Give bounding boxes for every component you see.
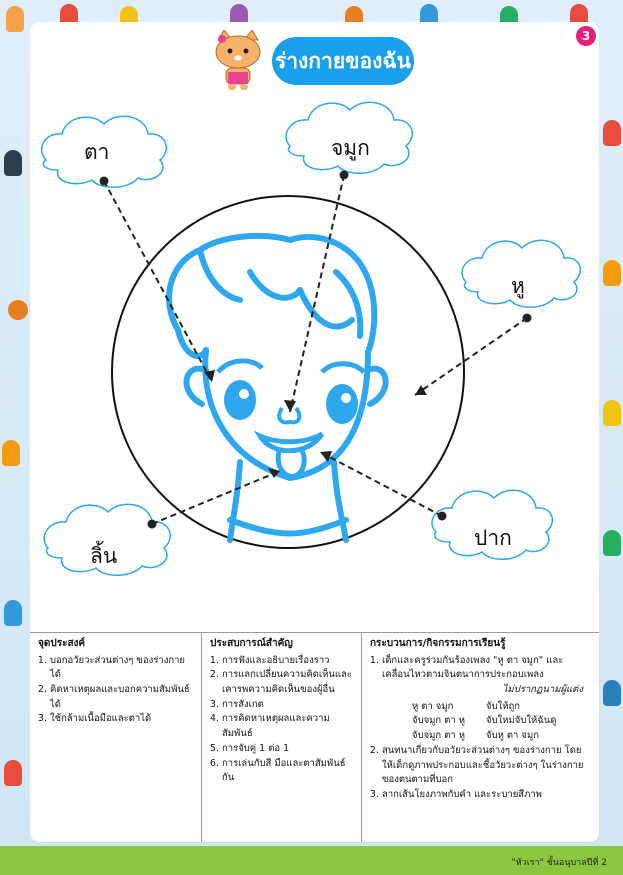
experience-item: 2. การแลกเปลี่ยนความคิดเห็นและเคารพความคิดเห็นของผู้อื่น (222, 668, 353, 697)
dot-eye (100, 177, 109, 186)
objective-item: 1. บอกอวัยวะส่วนต่างๆ ของร่างกายได้ (50, 654, 193, 683)
label-ear: หู (511, 274, 525, 298)
face-frame-circle (112, 196, 464, 548)
arrow-nose (284, 400, 296, 412)
dot-ear (523, 314, 532, 323)
label-tongue: ลิ้น (90, 544, 118, 568)
connector-eye (104, 181, 212, 382)
song-line: จับจมูก ตา หู จับใหม่จับให้ฉันดู (412, 715, 557, 727)
lesson-info-table (30, 632, 599, 842)
experience-item: 3. การสังเกต (222, 698, 353, 713)
experiences-heading: ประสบการณ์สำคัญ (210, 638, 293, 649)
arrow-ear (415, 385, 427, 395)
connector-ear (415, 318, 527, 395)
objective-item: 2. คิดหาเหตุผลและบอกความสัมพันธ์ได้ (50, 683, 193, 712)
footer-text: "หัวเรา" ชั้นอนุบาลปีที่ 2 (511, 858, 607, 868)
dot-nose (340, 171, 349, 180)
song-line: หู ตา จมูก จับให้ถูก (412, 700, 521, 712)
dot-mouth (438, 512, 447, 521)
activities-heading: กระบวนการ/กิจกรรมการเรียนรู้ (370, 638, 506, 649)
activity-item: 3. ลากเส้นโยงภาพกับคำ และระบายสีภาพ (382, 788, 591, 803)
connector-tongue (152, 471, 280, 524)
dot-tongue (148, 520, 157, 529)
experiences-column (202, 632, 362, 842)
page-title: ร่างกายของฉัน (272, 37, 414, 85)
experience-item: 5. การจับคู่ 1 ต่อ 1 (222, 742, 353, 757)
label-eye: ตา (84, 140, 110, 164)
song-lyrics (382, 700, 591, 744)
page-number-badge: 3 (576, 26, 596, 46)
objective-item: 3. ใช้กล้ามเนื้อมือและตาได้ (50, 712, 193, 727)
activities-column (362, 632, 599, 842)
label-mouth: ปาก (474, 526, 512, 550)
activity-item (382, 654, 591, 744)
mouth-icon (260, 434, 322, 451)
experience-item: 4. การคิดหาเหตุผลและความสัมพันธ์ (222, 712, 353, 741)
label-nose: จมูก (331, 136, 370, 160)
song-line: จับจมูก ตา หู จับหู ตา จมูก (412, 730, 539, 742)
experience-item: 6. การเล่นกับสี มือและตาสัมพันธ์กัน (222, 757, 353, 786)
objectives-column (30, 632, 202, 842)
experience-item: 1. การฟังและอธิบายเรื่องราว (222, 654, 353, 669)
activity-item: 2. สนทนาเกี่ยวกับอวัยวะส่วนต่างๆ ของร่างกาย โดยให้เด็กดูภาพประกอบและชี้อวัยวะต่างๆ ในร่างกายของตนตามที่บอก (382, 744, 591, 788)
eyes-icon (218, 361, 364, 424)
boy-face-illustration (169, 236, 386, 540)
objectives-heading: จุดประสงค์ (38, 638, 86, 649)
song-author-note: ไม่ปรากฏนามผู้แต่ง (502, 683, 583, 695)
activity-text: เด็กและครูร่วมกันร้องเพลง "หู ตา จมูก" และเคลื่อนไหวตามจินตนาการประกอบเพลง (382, 654, 564, 681)
